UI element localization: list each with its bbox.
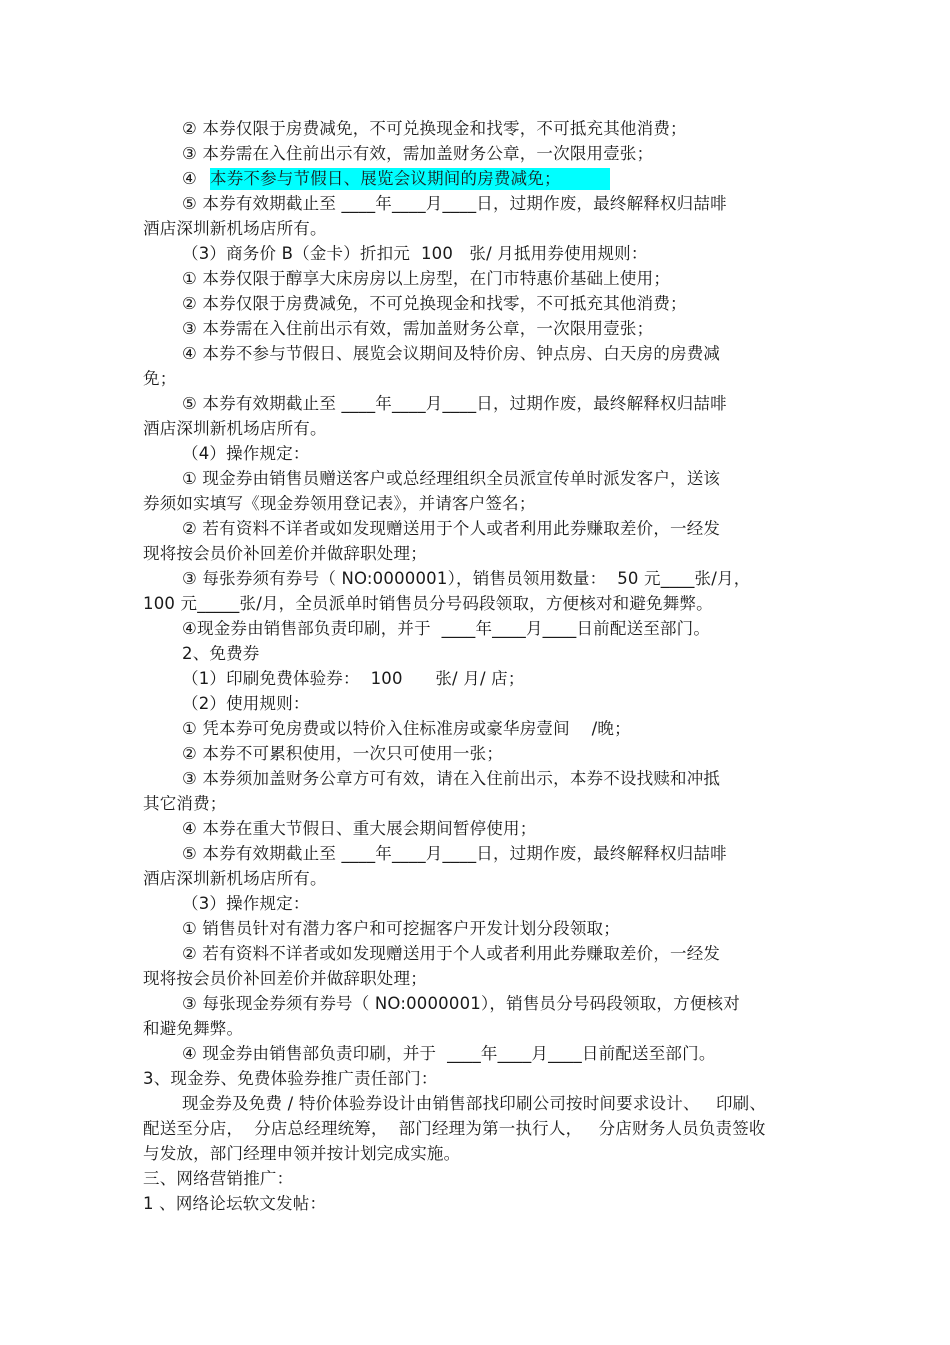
text-line: 100 元_____张/月，全员派单时销售员分号码段领取，方便核对和避免舞弊。 <box>143 594 713 613</box>
text-line: ② 若有资料不详者或如发现赠送用于个人或者利用此券赚取差价，一经发 <box>182 944 721 963</box>
text-line: ① 本券仅限于醇享大床房房以上房型，在门市特惠价基础上使用； <box>182 269 671 288</box>
text-line: 与发放，部门经理申领并按计划完成实施。 <box>143 1144 461 1163</box>
section-heading: 2、免费券 <box>182 644 260 663</box>
section-heading: （3）商务价 B（金卡）折扣元 100 张/ 月抵用券使用规则： <box>182 244 648 263</box>
text-line: ③ 每张现金券须有券号（ NO:0000001），销售员分号码段领取，方便核对 <box>182 994 740 1013</box>
text-line: ④ 本券不参与节假日、展览会议期间及特价房、钟点房、白天房的房费减 <box>182 344 721 363</box>
text-line: ④ 本券在重大节假日、重大展会期间暂停使用； <box>182 819 537 838</box>
section-heading: 三、网络营销推广： <box>143 1169 294 1188</box>
text-line: ① 现金券由销售员赠送客户或总经理组织全员派宣传单时派发客户，送该 <box>182 469 721 488</box>
text-line: ③ 每张券须有券号（ NO:0000001），销售员领用数量： 50 元____张/月， <box>182 569 751 588</box>
text-line: ③ 本券需在入住前出示有效，需加盖财务公章，一次限用壹张； <box>182 144 654 163</box>
section-heading: 3、现金券、免费体验券推广责任部门： <box>143 1069 438 1088</box>
text-line: 酒店深圳新机场店所有。 <box>143 219 327 238</box>
text-line: ① 凭本券可免房费或以特价入住标准房或豪华房壹间 /晚； <box>182 719 631 738</box>
section-heading: （4）操作规定： <box>182 444 310 463</box>
text-line: ④ 现金券由销售部负责印刷，并于 ____年____月____日前配送至部门。 <box>182 1044 716 1063</box>
text-line: 券须如实填写《现金券领用登记表》，并请客户签名； <box>143 494 536 513</box>
text-line: ⑤ 本券有效期截止至 ____年____月____日，过期作废，最终解释权归喆啡 <box>182 394 727 413</box>
text-line: （1）印刷免费体验券： 100 张/ 月/ 店； <box>182 669 525 688</box>
text-line: 配送至分店， 分店总经理统筹， 部门经理为第一执行人， 分店财务人员负责签收 <box>143 1119 766 1138</box>
text-line: 现将按会员价补回差价并做辞职处理； <box>143 544 427 563</box>
text-line: ⑤ 本券有效期截止至 ____年____月____日，过期作废，最终解释权归喆啡 <box>182 844 727 863</box>
text-line: ① 销售员针对有潜力客户和可挖掘客户开发计划分段领取； <box>182 919 620 938</box>
text-line: ⑤ 本券有效期截止至 ____年____月____日，过期作废，最终解释权归喆啡 <box>182 194 727 213</box>
section-heading: （2）使用规则： <box>182 694 310 713</box>
text-line: ③ 本券须加盖财务公章方可有效，请在入住前出示，本券不设找赎和冲抵 <box>182 769 721 788</box>
text-line: 和避免舞弊。 <box>143 1019 244 1038</box>
text-line: ③ 本券需在入住前出示有效，需加盖财务公章，一次限用壹张； <box>182 319 654 338</box>
text-line: ② 本券不可累积使用，一次只可使用一张； <box>182 744 504 763</box>
highlighted-text: 本券不参与节假日、展览会议期间的房费减免； <box>210 168 610 190</box>
text-line: 酒店深圳新机场店所有。 <box>143 869 327 888</box>
section-heading: （3）操作规定： <box>182 894 310 913</box>
text-line: ② 本券仅限于房费减免，不可兑换现金和找零，不可抵充其他消费； <box>182 294 687 313</box>
text-line: ② 本券仅限于房费减免，不可兑换现金和找零，不可抵充其他消费； <box>182 119 687 138</box>
text-line: ② 若有资料不详者或如发现赠送用于个人或者利用此券赚取差价，一经发 <box>182 519 721 538</box>
text-line: 现将按会员价补回差价并做辞职处理； <box>143 969 427 988</box>
text-line: 免； <box>143 369 177 388</box>
text-line: 酒店深圳新机场店所有。 <box>143 419 327 438</box>
section-heading: 1 、网络论坛软文发帖： <box>143 1194 327 1213</box>
text-line: ④ <box>182 169 203 188</box>
text-line: 现金券及免费 / 特价体验券设计由销售部找印刷公司按时间要求设计、 印刷、 <box>182 1094 767 1113</box>
text-line: 其它消费； <box>143 794 227 813</box>
text-line: ④现金券由销售部负责印刷，并于 ____年____月____日前配送至部门。 <box>182 619 711 638</box>
